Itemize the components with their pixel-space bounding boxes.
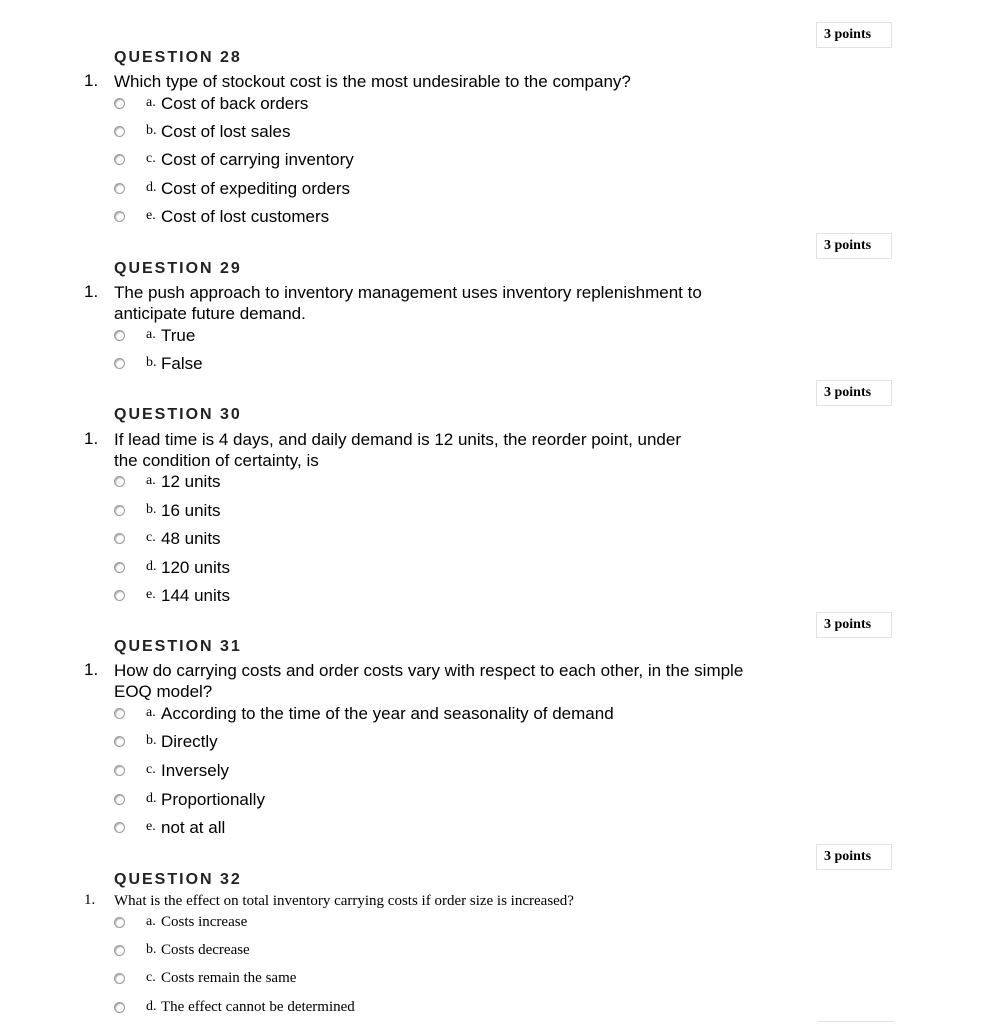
radio-button[interactable] — [114, 590, 125, 601]
radio-button[interactable] — [114, 1002, 125, 1013]
option-letter: b. — [146, 123, 157, 138]
points-badge: 3 points — [816, 612, 892, 638]
radio-button[interactable] — [114, 358, 125, 369]
option-letter: b. — [146, 355, 157, 370]
option-text: Cost of lost customers — [161, 207, 330, 226]
option-text: Costs increase — [161, 914, 248, 930]
option-letter: d. — [146, 791, 157, 806]
question-number: 1. — [84, 660, 99, 679]
radio-button[interactable] — [114, 794, 125, 805]
radio-button[interactable] — [114, 126, 125, 137]
radio-button[interactable] — [114, 211, 125, 222]
option-text: Cost of lost sales — [161, 122, 291, 141]
radio-button[interactable] — [114, 917, 125, 928]
option-text: Cost of expediting orders — [161, 179, 350, 198]
option-letter: a. — [146, 95, 156, 110]
radio-button[interactable] — [114, 562, 125, 573]
question-heading: QUESTION 32 — [114, 871, 242, 888]
question-text: The push approach to inventory management uses inventory replenishment to anticipate future demand. — [114, 283, 702, 323]
option-letter: e. — [146, 587, 156, 602]
question-number: 1. — [84, 71, 99, 90]
question-text: If lead time is 4 days, and daily demand is 12 units, the reorder point, under the condition of certainty, is — [114, 430, 681, 470]
radio-button[interactable] — [114, 822, 125, 833]
radio-button[interactable] — [114, 533, 125, 544]
option-text: Directly — [161, 732, 218, 751]
option-text: 120 units — [161, 558, 230, 577]
radio-button[interactable] — [114, 708, 125, 719]
option-letter: b. — [146, 502, 157, 517]
option-letter: a. — [146, 705, 156, 720]
radio-button[interactable] — [114, 765, 125, 776]
question-number: 1. — [84, 282, 99, 301]
option-text: True — [161, 326, 196, 345]
option-letter: b. — [146, 942, 157, 957]
option-text: The effect cannot be determined — [161, 999, 355, 1015]
option-text: 144 units — [161, 586, 230, 605]
option-text: 48 units — [161, 529, 221, 548]
option-letter: d. — [146, 559, 157, 574]
radio-button[interactable] — [114, 154, 125, 165]
question-number: 1. — [84, 429, 99, 448]
question-heading: QUESTION 28 — [114, 49, 242, 66]
option-letter: e. — [146, 819, 156, 834]
option-text: According to the time of the year and seasonality of demand — [161, 704, 614, 723]
radio-button[interactable] — [114, 330, 125, 341]
option-letter: d. — [146, 180, 157, 195]
points-badge: 3 points — [816, 380, 892, 406]
option-text: not at all — [161, 818, 226, 837]
option-text: Costs remain the same — [161, 970, 297, 986]
option-letter: c. — [146, 762, 156, 777]
option-letter: a. — [146, 473, 156, 488]
radio-button[interactable] — [114, 945, 125, 956]
question-number: 1. — [84, 892, 96, 908]
radio-button[interactable] — [114, 973, 125, 984]
option-text: 12 units — [161, 472, 221, 491]
option-text: 16 units — [161, 501, 221, 520]
option-letter: c. — [146, 151, 156, 166]
points-badge: 3 points — [816, 844, 892, 870]
radio-button[interactable] — [114, 98, 125, 109]
option-letter: c. — [146, 530, 156, 545]
option-text: Cost of carrying inventory — [161, 150, 354, 169]
option-text: Inversely — [161, 761, 230, 780]
question-heading: QUESTION 29 — [114, 260, 242, 277]
question-heading: QUESTION 30 — [114, 406, 242, 423]
next-points-badge-edge — [818, 1021, 894, 1022]
question-heading: QUESTION 31 — [114, 638, 242, 655]
option-letter: c. — [146, 970, 156, 985]
question-text: How do carrying costs and order costs vary with respect to each other, in the simple EOQ model? — [114, 661, 744, 701]
radio-button[interactable] — [114, 505, 125, 516]
option-letter: a. — [146, 914, 156, 929]
option-text: Costs decrease — [161, 942, 250, 958]
option-letter: b. — [146, 733, 157, 748]
question-text: What is the effect on total inventory carrying costs if order size is increased? — [114, 893, 574, 909]
radio-button[interactable] — [114, 736, 125, 747]
radio-button[interactable] — [114, 183, 125, 194]
radio-button[interactable] — [114, 476, 125, 487]
option-text: Proportionally — [161, 790, 265, 809]
question-text: Which type of stockout cost is the most undesirable to the company? — [114, 72, 631, 91]
option-text: False — [161, 354, 203, 373]
option-letter: e. — [146, 208, 156, 223]
option-text: Cost of back orders — [161, 94, 309, 113]
option-letter: a. — [146, 327, 156, 342]
points-badge: 3 points — [816, 233, 892, 259]
points-badge: 3 points — [816, 22, 892, 48]
option-letter: d. — [146, 999, 157, 1014]
